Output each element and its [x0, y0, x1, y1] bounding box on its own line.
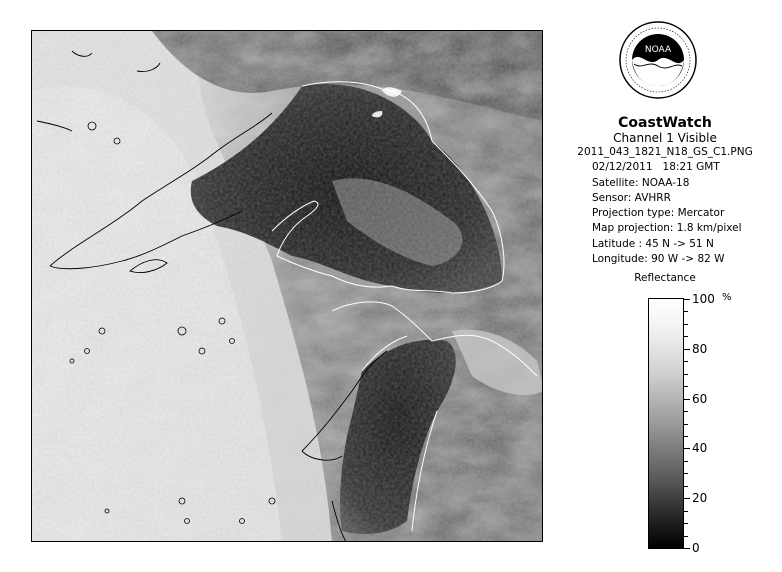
colorbar-minor-tick [684, 436, 688, 437]
colorbar-minor-tick [684, 473, 688, 474]
noaa-logo-text: NOAA [644, 45, 672, 55]
product-info [565, 115, 765, 267]
colorbar-minor-tick [684, 336, 688, 337]
satellite: Satellite: NOAA-18 [592, 176, 690, 189]
latitude-range: Latitude : 45 N -> 51 N [592, 237, 714, 250]
satellite-image [31, 30, 543, 542]
colorbar-minor-tick [684, 523, 688, 524]
colorbar-tick [684, 448, 690, 449]
colorbar-minor-tick [684, 411, 688, 412]
colorbar-minor-tick [684, 311, 688, 312]
legend-unit: % [722, 292, 732, 303]
colorbar-tick [684, 299, 690, 300]
date: 02/12/2011 [592, 161, 653, 174]
product-title: CoastWatch [618, 115, 712, 131]
colorbar-minor-tick [684, 361, 688, 362]
projection-type: Projection type: Mercator [592, 207, 725, 220]
date-time [565, 160, 765, 175]
colorbar-tick-label: 0 [692, 541, 700, 555]
colorbar-tick-label: 60 [692, 391, 708, 406]
colorbar-tick [684, 498, 690, 499]
colorbar-tick-label: 80 [692, 341, 708, 356]
colorbar-minor-tick [684, 461, 688, 462]
longitude-range: Longitude: 90 W -> 82 W [592, 253, 725, 266]
colorbar-tick [684, 399, 690, 400]
colorbar-minor-tick [684, 424, 688, 425]
noaa-logo [618, 20, 698, 100]
filename: 2011_043_1821_N18_GS_C1.PNG [577, 146, 753, 158]
colorbar-minor-tick [684, 486, 688, 487]
time: 18:21 GMT [662, 161, 720, 174]
channel-name: Channel 1 Visible [613, 131, 717, 145]
colorbar-minor-tick [684, 374, 688, 375]
colorbar-tick [684, 548, 690, 549]
satellite-image-render [32, 31, 543, 542]
sensor: Sensor: AVHRR [592, 191, 671, 204]
colorbar-minor-tick [684, 536, 688, 537]
colorbar-minor-tick [684, 324, 688, 325]
colorbar-tick [684, 349, 690, 350]
colorbar-tick-label: 20 [692, 491, 708, 506]
colorbar-tick-label: 40 [692, 441, 708, 456]
colorbar-minor-tick [684, 511, 688, 512]
colorbar-minor-tick [684, 386, 688, 387]
map-projection: Map projection: 1.8 km/pixel [592, 222, 742, 235]
legend-title: Reflectance [634, 272, 696, 284]
colorbar-tick-label: 100 [692, 292, 715, 306]
noaa-logo-icon [618, 20, 698, 100]
reflectance-colorbar [648, 298, 684, 549]
